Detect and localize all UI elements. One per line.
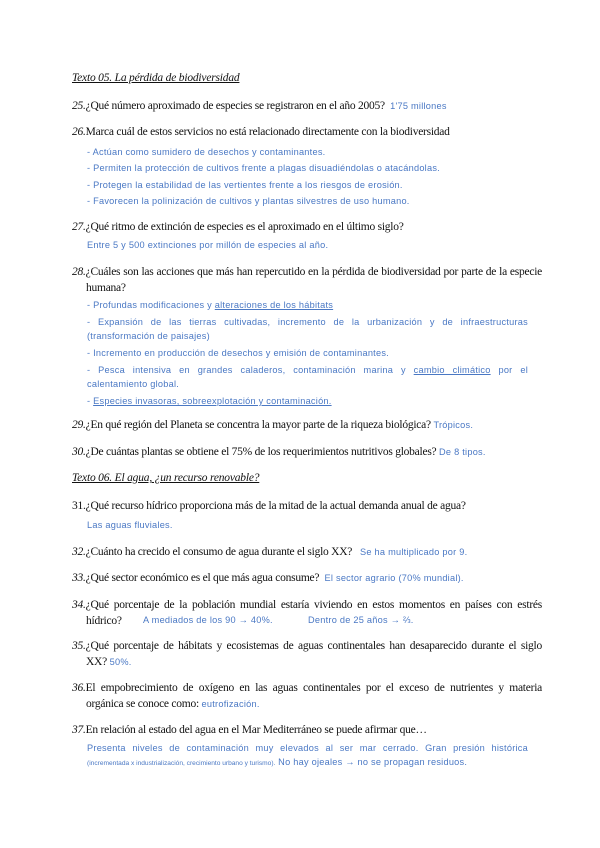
answer-31: Las aguas fluviales. <box>87 520 173 530</box>
link-cambio-climatico[interactable]: cambio climático <box>413 365 491 375</box>
question-26 <box>72 124 528 140</box>
link-alteraciones[interactable]: alteraciones de los hábitats <box>214 300 334 310</box>
question-text: El empobrecimiento de oxígeno en las aguas continentales por el exceso de nutrientes y materia orgánica se conoce como: <box>85 682 542 710</box>
answer-text: Trópicos. <box>433 420 474 430</box>
question-33 <box>72 570 528 586</box>
answer-text: El sector agrario (70% mundial). <box>324 573 464 583</box>
answer-text: 50%. <box>109 657 132 667</box>
list-item: - Incremento en producción de desechos y emisión de contaminantes. <box>87 348 389 358</box>
question-text: ¿Qué recurso hídrico proporciona más de la mitad de la actual demanda anual de agua? <box>85 500 466 512</box>
question-25 <box>72 98 528 114</box>
answer-text: 1'75 millones <box>390 101 447 111</box>
question-number: 26. <box>72 126 86 138</box>
question-text: ¿Qué sector económico es el que más agua consume? <box>85 572 320 584</box>
question-32 <box>72 544 528 560</box>
list-item: - Actúan como sumidero de desechos y contaminantes. <box>87 147 326 157</box>
section-title-texto06: Texto 06. El agua, ¿un recurso renovable? <box>72 472 260 484</box>
answer-34b: Dentro de 25 años → ⅔. <box>308 615 414 625</box>
link-especies-invasoras[interactable]: Especies invasoras, sobreexplotación y contaminación. <box>93 396 332 406</box>
question-number: 28. <box>72 266 86 278</box>
question-31 <box>72 498 528 514</box>
answer-text: De 8 tipos. <box>439 447 486 457</box>
question-text: ¿Cuánto ha crecido el consumo de agua durante el siglo XX? <box>85 546 353 558</box>
question-text: ¿Qué número aproximado de especies se registraron en el año 2005? <box>85 100 385 112</box>
answer-text: eutrofización. <box>201 699 260 709</box>
question-text: ¿Qué porcentaje de la población mundial estaría viviendo en estos momentos en países con estrés hídrico? <box>85 599 542 627</box>
question-text: Marca cuál de estos servicios no está relacionado directamente con la biodiversidad <box>85 126 450 138</box>
question-number: 29. <box>72 419 86 431</box>
question-number: 36. <box>72 682 86 694</box>
question-27 <box>72 219 528 235</box>
question-text: ¿De cuántas plantas se obtiene el 75% de los requerimientos nutritivos globales? <box>85 446 437 458</box>
question-text: ¿Qué ritmo de extinción de especies es el aproximado en el último siglo? <box>85 221 404 233</box>
answer-small-note: (incrementada x industrialización, crecimiento urbano y turismo). <box>87 760 276 767</box>
question-37 <box>72 722 528 738</box>
question-text: En relación al estado del agua en el Mar Mediterráneo se puede afirmar que… <box>85 724 427 736</box>
list-item: - Especies invasoras, sobreexplotación y contaminación. <box>87 396 332 406</box>
question-number: 25. <box>72 100 86 112</box>
list-item: - Profundas modificaciones y alteraciones de los hábitats <box>87 300 334 310</box>
section-title-texto05: Texto 05. La pérdida de biodiversidad <box>72 72 240 84</box>
question-number: 35. <box>72 640 86 652</box>
question-36 <box>72 680 542 712</box>
answer-list-26 <box>87 144 528 209</box>
question-number: 33. <box>72 572 86 584</box>
list-item: - Pesca intensiva en grandes caladeros, contaminación marina y cambio climático por el calentamiento global. <box>87 365 528 389</box>
question-number: 34. <box>72 599 86 611</box>
answer-27: Entre 5 y 500 extinciones por millón de especies al año. <box>87 240 329 250</box>
question-30 <box>72 444 528 460</box>
answer-list-28 <box>87 298 528 408</box>
answer-34a: A mediados de los 90 → 40%. <box>143 615 273 625</box>
question-text: ¿En qué región del Planeta se concentra la mayor parte de la riqueza biológica? <box>85 419 431 431</box>
answer-37: Presenta niveles de contaminación muy elevados al ser mar cerrado. Gran presión histórica (incrementada x industrialización, crecimiento urbano y turismo). No hay ojeales → no se propagan residuos. <box>87 743 528 767</box>
question-number: 30. <box>72 446 86 458</box>
list-item: - Expansión de las tierras cultivadas, incremento de la urbanización y de infraestructuras (transformación de paisajes) <box>87 317 528 341</box>
list-item: - Permiten la protección de cultivos frente a plagas disuadiéndolas o atacándolas. <box>87 163 440 174</box>
question-28 <box>72 264 542 296</box>
question-35 <box>72 638 542 670</box>
question-text: ¿Qué porcentaje de hábitats y ecosistemas de aguas continentales han desaparecido durante el siglo XX? <box>85 640 542 668</box>
answer-text: Se ha multiplicado por 9. <box>360 547 468 557</box>
question-number: 37. <box>72 724 86 736</box>
question-number: 27. <box>72 221 86 233</box>
question-number: 31. <box>72 500 86 512</box>
question-29 <box>72 417 528 433</box>
list-item: - Favorecen la polinización de cultivos y plantas silvestres de uso humano. <box>87 195 410 206</box>
list-item: - Protegen la estabilidad de las vertientes frente a los riesgos de erosión. <box>87 179 403 190</box>
question-text: ¿Cuáles son las acciones que más han repercutido en la pérdida de biodiversidad por parte de la especie humana? <box>85 266 542 294</box>
question-number: 32. <box>72 546 86 558</box>
